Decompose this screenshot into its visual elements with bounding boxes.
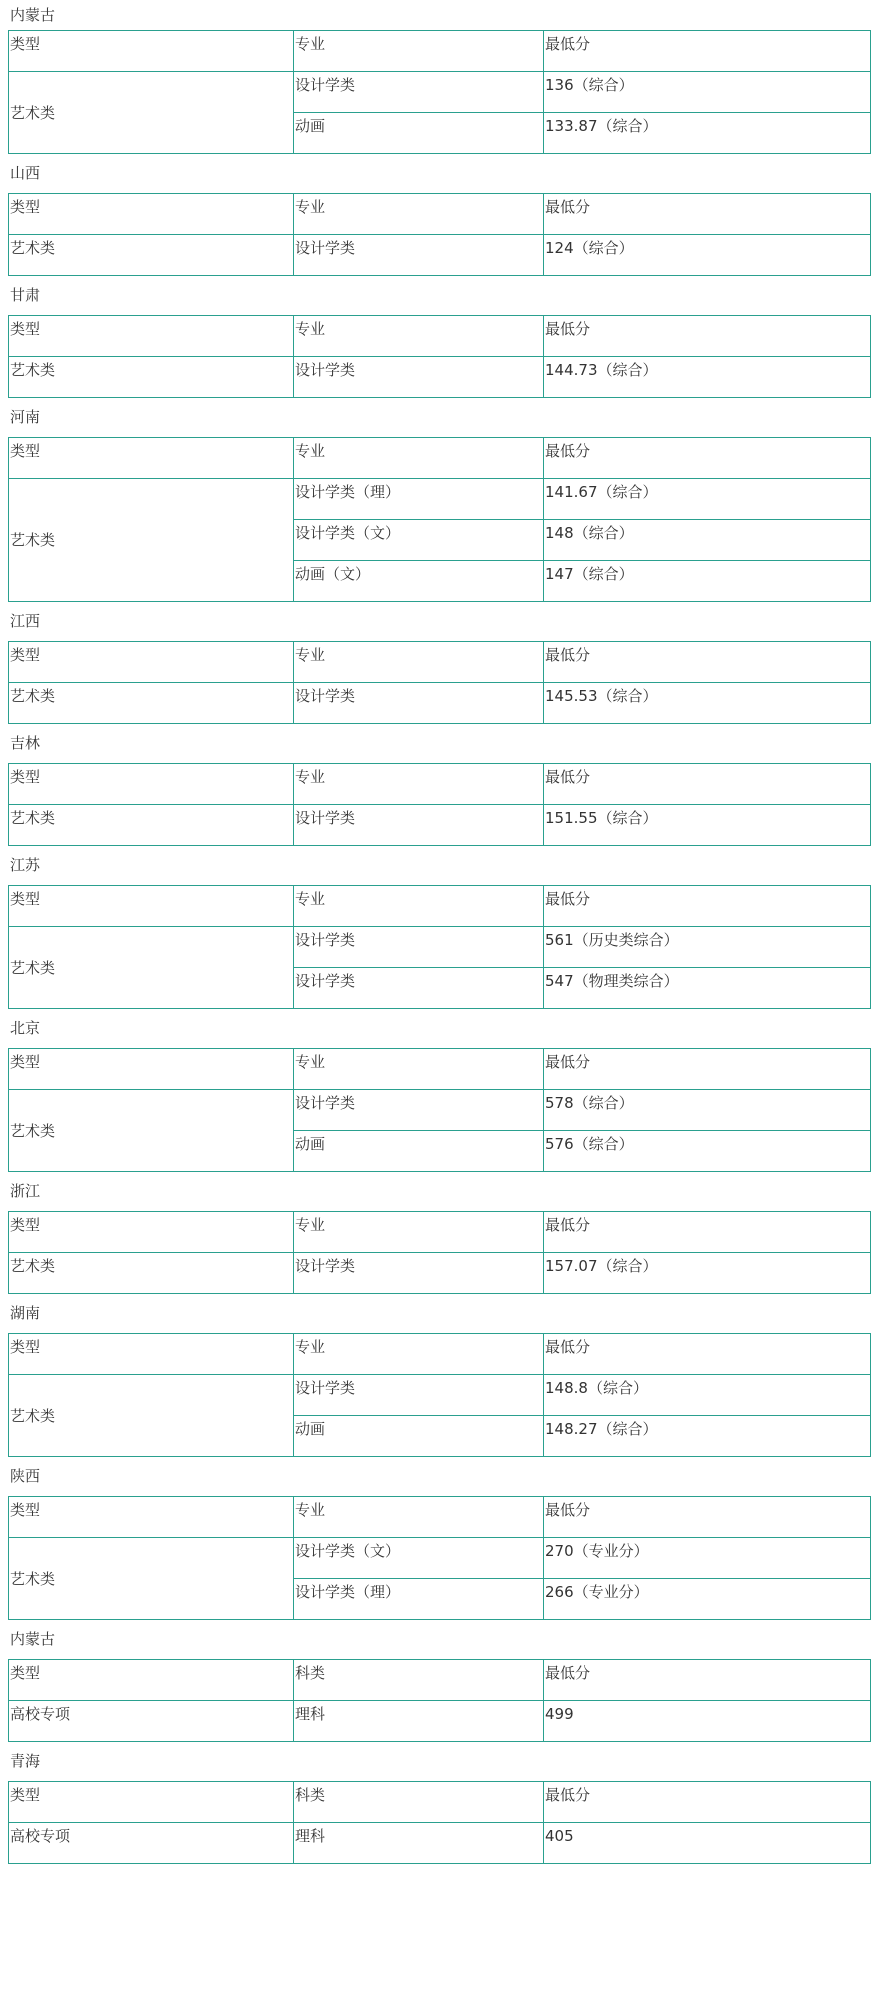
min-score-cell: 578（综合） [544, 1090, 871, 1131]
table-header-row [9, 31, 871, 72]
major-cell: 设计学类（理） [294, 1579, 544, 1620]
table-row [9, 927, 871, 968]
header-cell: 专业 [294, 194, 544, 235]
min-score-cell: 141.67（综合） [544, 479, 871, 520]
table-row [9, 1538, 871, 1579]
type-cell: 高校专项 [9, 1823, 294, 1864]
major-cell: 设计学类 [294, 968, 544, 1009]
table-header-row [9, 1497, 871, 1538]
type-cell: 艺术类 [9, 683, 294, 724]
header-cell: 最低分 [544, 1334, 871, 1375]
province-title: 北京 [10, 1019, 41, 1037]
header-cell: 专业 [294, 31, 544, 72]
table-row [9, 1375, 871, 1416]
table-header-row [9, 886, 871, 927]
table-row [9, 805, 871, 846]
type-cell: 艺术类 [9, 1538, 294, 1620]
table-header-row [9, 764, 871, 805]
score-table [8, 1211, 871, 1294]
header-cell: 最低分 [544, 642, 871, 683]
min-score-cell: 266（专业分） [544, 1579, 871, 1620]
table-row [9, 683, 871, 724]
header-cell: 类型 [9, 1660, 294, 1701]
type-cell: 艺术类 [9, 1375, 294, 1457]
header-cell: 最低分 [544, 438, 871, 479]
table-row [9, 1823, 871, 1864]
header-cell: 类型 [9, 1782, 294, 1823]
score-table [8, 315, 871, 398]
table-header-row [9, 316, 871, 357]
header-cell: 专业 [294, 316, 544, 357]
header-cell: 专业 [294, 1212, 544, 1253]
score-table [8, 763, 871, 846]
score-table [8, 1333, 871, 1457]
header-cell: 最低分 [544, 1049, 871, 1090]
min-score-cell: 157.07（综合） [544, 1253, 871, 1294]
min-score-cell: 147（综合） [544, 561, 871, 602]
major-cell: 设计学类 [294, 235, 544, 276]
major-cell: 设计学类 [294, 1375, 544, 1416]
header-cell: 类型 [9, 1212, 294, 1253]
table-header-row [9, 1049, 871, 1090]
type-cell: 艺术类 [9, 357, 294, 398]
table-row [9, 479, 871, 520]
major-cell: 动画 [294, 1131, 544, 1172]
type-cell: 艺术类 [9, 1253, 294, 1294]
header-cell: 类型 [9, 316, 294, 357]
min-score-cell: 405 [544, 1823, 871, 1864]
type-cell: 艺术类 [9, 479, 294, 602]
score-table [8, 1781, 871, 1864]
score-table [8, 885, 871, 1009]
table-header-row [9, 1334, 871, 1375]
header-cell: 专业 [294, 1049, 544, 1090]
min-score-cell: 148（综合） [544, 520, 871, 561]
header-cell: 专业 [294, 886, 544, 927]
table-row [9, 1090, 871, 1131]
score-table [8, 1659, 871, 1742]
type-cell: 艺术类 [9, 235, 294, 276]
header-cell: 最低分 [544, 316, 871, 357]
min-score-cell: 136（综合） [544, 72, 871, 113]
province-title: 湖南 [10, 1304, 41, 1322]
min-score-cell: 561（历史类综合） [544, 927, 871, 968]
score-table [8, 437, 871, 602]
min-score-cell: 124（综合） [544, 235, 871, 276]
major-cell: 理科 [294, 1823, 544, 1864]
major-cell: 设计学类 [294, 927, 544, 968]
table-row [9, 235, 871, 276]
header-cell: 类型 [9, 438, 294, 479]
min-score-cell: 144.73（综合） [544, 357, 871, 398]
major-cell: 设计学类 [294, 805, 544, 846]
type-cell: 艺术类 [9, 805, 294, 846]
header-cell: 类型 [9, 194, 294, 235]
major-cell: 动画（文） [294, 561, 544, 602]
score-table [8, 1496, 871, 1620]
header-cell: 最低分 [544, 194, 871, 235]
table-row [9, 1253, 871, 1294]
header-cell: 最低分 [544, 31, 871, 72]
major-cell: 理科 [294, 1701, 544, 1742]
province-title: 浙江 [10, 1182, 41, 1200]
table-header-row [9, 438, 871, 479]
min-score-cell: 270（专业分） [544, 1538, 871, 1579]
table-row [9, 72, 871, 113]
min-score-cell: 133.87（综合） [544, 113, 871, 154]
header-cell: 类型 [9, 1497, 294, 1538]
table-header-row [9, 1660, 871, 1701]
header-cell: 专业 [294, 438, 544, 479]
major-cell: 设计学类 [294, 1253, 544, 1294]
province-title: 江苏 [10, 856, 41, 874]
header-cell: 类型 [9, 31, 294, 72]
header-cell: 专业 [294, 1334, 544, 1375]
province-title: 内蒙古 [10, 1630, 56, 1648]
province-title: 内蒙古 [10, 6, 56, 24]
header-cell: 最低分 [544, 886, 871, 927]
header-cell: 类型 [9, 764, 294, 805]
score-table [8, 30, 871, 154]
min-score-cell: 145.53（综合） [544, 683, 871, 724]
score-table [8, 193, 871, 276]
major-cell: 动画 [294, 113, 544, 154]
type-cell: 艺术类 [9, 72, 294, 154]
type-cell: 艺术类 [9, 1090, 294, 1172]
header-cell: 最低分 [544, 1212, 871, 1253]
min-score-cell: 499 [544, 1701, 871, 1742]
table-header-row [9, 642, 871, 683]
score-table [8, 641, 871, 724]
type-cell: 艺术类 [9, 927, 294, 1009]
header-cell: 类型 [9, 642, 294, 683]
major-cell: 设计学类 [294, 683, 544, 724]
min-score-cell: 576（综合） [544, 1131, 871, 1172]
major-cell: 设计学类（文） [294, 520, 544, 561]
province-title: 山西 [10, 164, 41, 182]
major-cell: 动画 [294, 1416, 544, 1457]
table-header-row [9, 194, 871, 235]
province-title: 青海 [10, 1752, 41, 1770]
major-cell: 设计学类 [294, 357, 544, 398]
min-score-cell: 148.27（综合） [544, 1416, 871, 1457]
province-title: 江西 [10, 612, 41, 630]
min-score-cell: 151.55（综合） [544, 805, 871, 846]
header-cell: 最低分 [544, 1782, 871, 1823]
header-cell: 最低分 [544, 764, 871, 805]
province-title: 陕西 [10, 1467, 41, 1485]
score-table [8, 1048, 871, 1172]
min-score-cell: 148.8（综合） [544, 1375, 871, 1416]
header-cell: 最低分 [544, 1660, 871, 1701]
province-title: 吉林 [10, 734, 41, 752]
table-row [9, 1701, 871, 1742]
table-header-row [9, 1212, 871, 1253]
header-cell: 专业 [294, 642, 544, 683]
header-cell: 专业 [294, 1497, 544, 1538]
table-row [9, 357, 871, 398]
header-cell: 科类 [294, 1660, 544, 1701]
major-cell: 设计学类 [294, 1090, 544, 1131]
header-cell: 类型 [9, 1334, 294, 1375]
table-header-row [9, 1782, 871, 1823]
type-cell: 高校专项 [9, 1701, 294, 1742]
province-title: 甘肃 [10, 286, 41, 304]
major-cell: 设计学类 [294, 72, 544, 113]
major-cell: 设计学类（文） [294, 1538, 544, 1579]
major-cell: 设计学类（理） [294, 479, 544, 520]
header-cell: 类型 [9, 886, 294, 927]
header-cell: 科类 [294, 1782, 544, 1823]
header-cell: 专业 [294, 764, 544, 805]
min-score-cell: 547（物理类综合） [544, 968, 871, 1009]
header-cell: 类型 [9, 1049, 294, 1090]
header-cell: 最低分 [544, 1497, 871, 1538]
province-title: 河南 [10, 408, 41, 426]
